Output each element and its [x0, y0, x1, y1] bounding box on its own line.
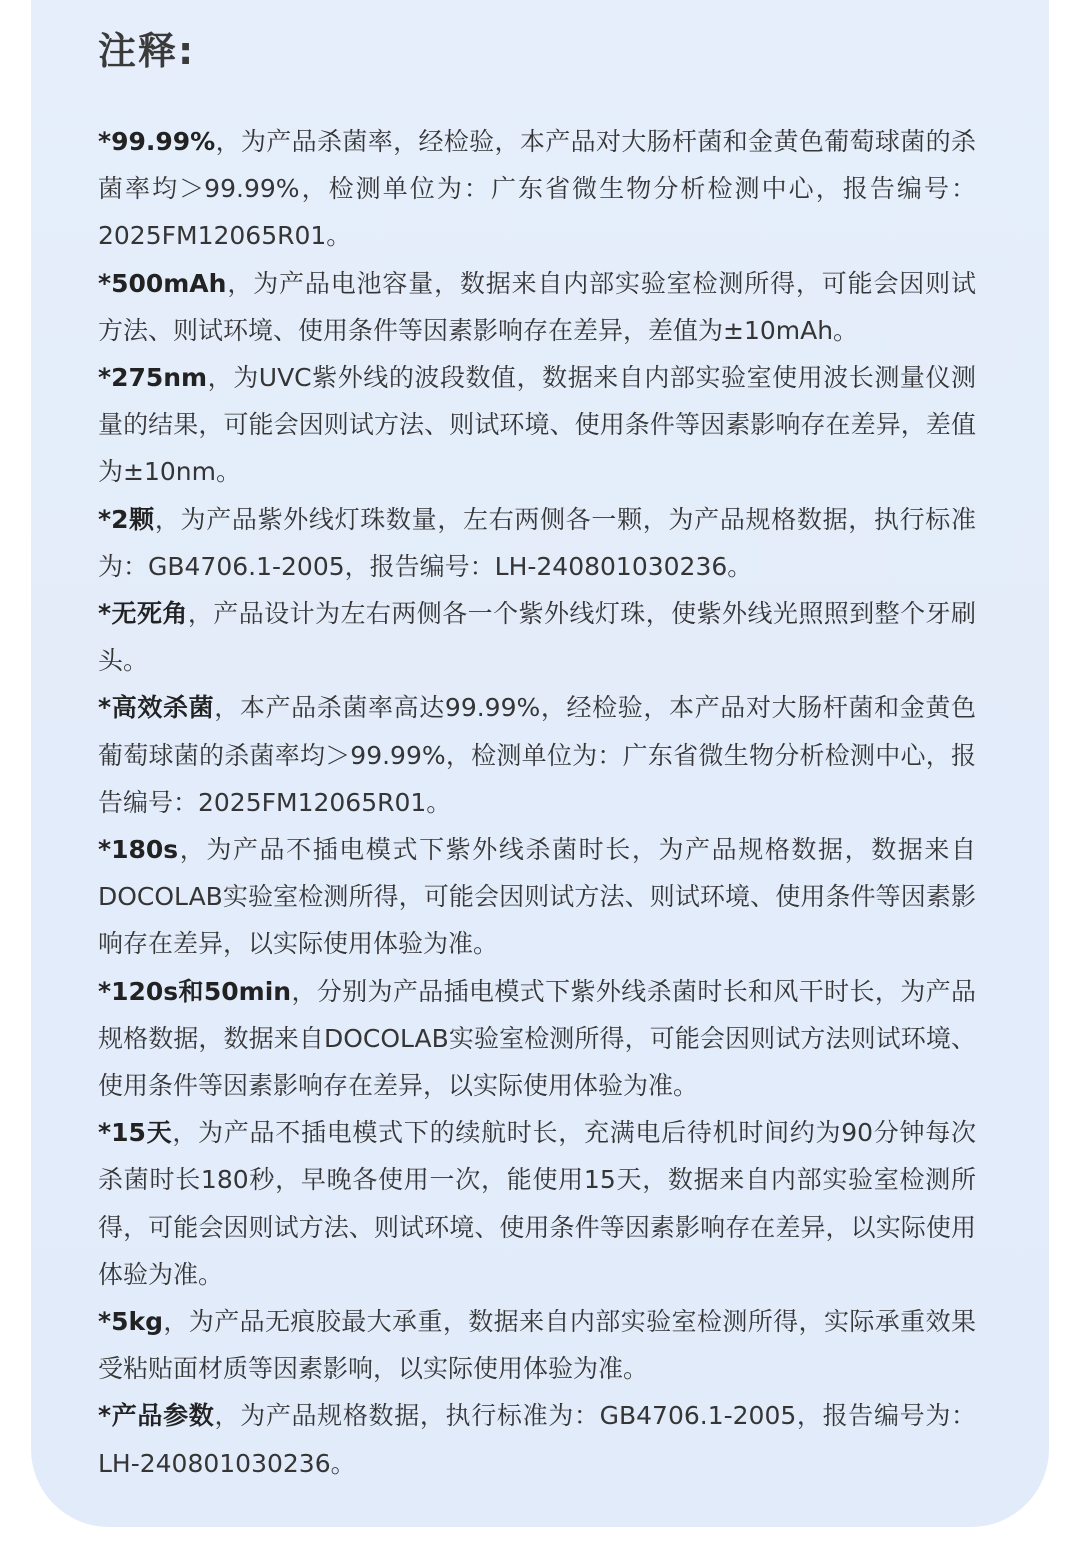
note-no-dead-angle	[98, 590, 976, 684]
note-key: *产品参数	[98, 1401, 215, 1431]
note-sterilization-rate	[98, 118, 976, 260]
note-key: *2颗	[98, 504, 155, 534]
note-text: ，为产品无痕胶最大承重，数据来自内部实验室检测所得，实际承重效果受粘贴面材质等因素影响，以实际使用体验为准。	[98, 1307, 976, 1384]
note-text: ，产品设计为左右两侧各一个紫外线灯珠，使紫外线光照照到整个牙刷头。	[98, 599, 976, 676]
note-battery-capacity	[98, 260, 976, 354]
note-key: *120s和50min	[98, 976, 292, 1006]
note-text: ，为UVC紫外线的波段数值，数据来自内部实验室使用波长测量仪测量的结果，可能会因则试方法、则试环境、使用条件等因素影响存在差异，差值为±10nm。	[98, 363, 976, 487]
note-key: *99.99%	[98, 127, 216, 156]
note-text: ，为产品不插电模式下的续航时长，充满电后待机时间约为90分钟每次杀菌时长180秒，早晚各使用一次，能使用15天，数据来自内部实验室检测所得，可能会因则试方法、则试环境、使用条件等因素影响存在差异，以实际使用体验为准。	[98, 1118, 976, 1289]
note-lamp-count	[98, 496, 976, 590]
note-efficient-sterilization	[98, 684, 976, 826]
note-text: ，为产品紫外线灯珠数量，左右两侧各一颗，为产品规格数据，执行标准为：GB4706.1-2005，报告编号：LH-240801030236。	[98, 504, 976, 581]
note-text: ，为产品不插电模式下紫外线杀菌时长，为产品规格数据，数据来自DOCOLAB实验室检测所得，可能会因则试方法、则试环境、使用条件等因素影响存在差异，以实际使用体验为准。	[98, 835, 976, 959]
note-uvc-wavelength	[98, 354, 976, 496]
notes-heading: 注释:	[98, 29, 196, 73]
note-key: *5kg	[98, 1307, 163, 1337]
note-unplugged-duration	[98, 826, 976, 968]
note-key: *高效杀菌	[98, 693, 215, 723]
note-plugged-duration	[98, 968, 976, 1110]
note-text: ，分别为产品插电模式下紫外线杀菌时长和风干时长，为产品规格数据，数据来自DOCOLAB实验室检测所得，可能会因则试方法则试环境、使用条件等因素影响存在差异，以实际使用体验为准。	[98, 976, 976, 1101]
note-text: ，为产品规格数据，执行标准为：GB4706.1-2005，报告编号为：LH-240801030236。	[98, 1401, 976, 1478]
note-key: *180s	[98, 835, 179, 865]
note-battery-life	[98, 1109, 976, 1298]
notes-list	[98, 118, 976, 1487]
note-key: *275nm	[98, 363, 208, 393]
note-key: *500mAh	[98, 268, 227, 298]
note-max-load	[98, 1298, 976, 1392]
note-text: ，为产品电池容量，数据来自内部实验室检测所得，可能会因则试方法、则试环境、使用条件等因素影响存在差异，差值为±10mAh。	[98, 268, 976, 345]
note-text: ，本产品杀菌率高达99.99%，经检验，本产品对大肠杆菌和金黄色葡萄球菌的杀菌率均＞99.99%，检测单位为：广东省微生物分析检测中心，报告编号：2025FM12065R01。	[98, 693, 976, 817]
note-key: *15天	[98, 1118, 173, 1148]
note-key: *无死角	[98, 599, 188, 629]
note-text: ，为产品杀菌率，经检验，本产品对大肠杆菌和金黄色葡萄球菌的杀菌率均＞99.99%，检测单位为：广东省微生物分析检测中心，报告编号：2025FM12065R01。	[98, 127, 976, 251]
note-product-parameters	[98, 1392, 976, 1486]
